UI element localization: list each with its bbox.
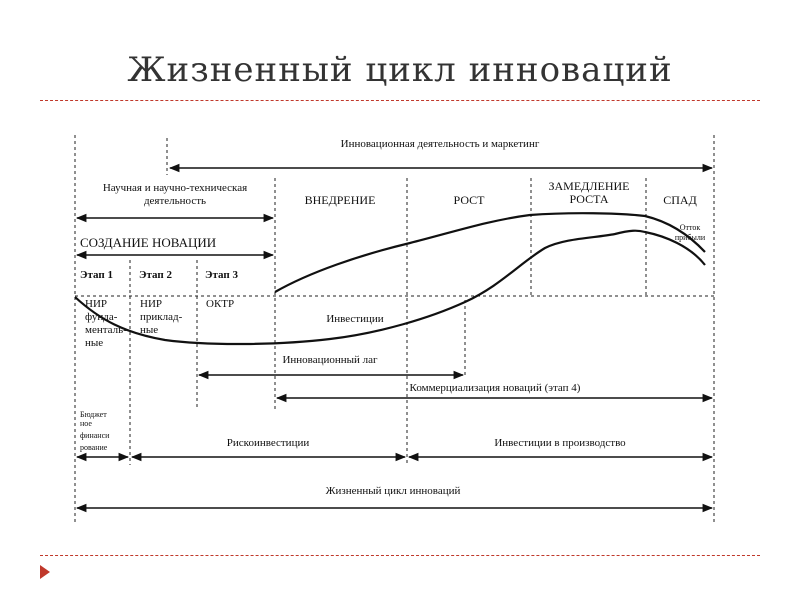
nir-fund-line2: фунда- <box>85 311 118 323</box>
footer-divider <box>40 555 760 556</box>
budget-line4: рование <box>80 443 108 452</box>
triangle-bullet-icon <box>40 565 50 579</box>
phase-spad: СПАД <box>663 193 697 207</box>
investments-label: Инвестиции <box>326 313 384 325</box>
nir-fund-line4: ные <box>85 337 104 349</box>
profit-outflow-line1: Отток <box>679 223 701 232</box>
budget-line1: Бюджет <box>80 410 107 419</box>
phase-vnedrenie: ВНЕДРЕНИЕ <box>304 193 376 207</box>
nir-fund-line3: менталь- <box>85 324 127 336</box>
slide-title: Жизненный цикл инноваций <box>127 50 673 90</box>
risk-investments-label: Рискоинвестиции <box>226 437 310 449</box>
stage1-label: Этап 1 <box>80 269 113 281</box>
profit-curve <box>275 213 705 292</box>
science-label-line1: Научная и научно-техническая <box>102 182 248 194</box>
phase-zamedlenie-line2: РОСТА <box>569 192 609 206</box>
phase-rost: РОСТ <box>453 193 485 207</box>
profit-outflow-line2: прибыли <box>674 233 706 242</box>
nir-fund-line1: НИР <box>85 298 108 310</box>
budget-line2: ное <box>80 419 92 428</box>
lag-label: Инновационный лаг <box>282 354 378 366</box>
production-investments-label: Инвестиции в производство <box>494 437 626 449</box>
oktr-label: ОКТР <box>206 298 235 310</box>
top-label: Инновационная деятельность и маркетинг <box>340 138 540 150</box>
nir-prikl-line3: ные <box>140 324 159 336</box>
stage3-label: Этап 3 <box>205 269 238 281</box>
creation-label: СОЗДАНИЕ НОВАЦИИ <box>80 235 217 250</box>
budget-line3: финанси <box>80 431 110 440</box>
nir-prikl-line1: НИР <box>140 298 163 310</box>
commercialization-label: Коммерциализация новаций (этап 4) <box>409 382 581 394</box>
science-label-line2: деятельность <box>143 195 207 207</box>
stage2-label: Этап 2 <box>139 269 172 281</box>
lifecycle-label: Жизненный цикл инноваций <box>325 485 461 497</box>
phase-zamedlenie-line1: ЗАМЕДЛЕНИЕ <box>548 179 630 193</box>
nir-prikl-line2: приклад- <box>140 311 183 323</box>
